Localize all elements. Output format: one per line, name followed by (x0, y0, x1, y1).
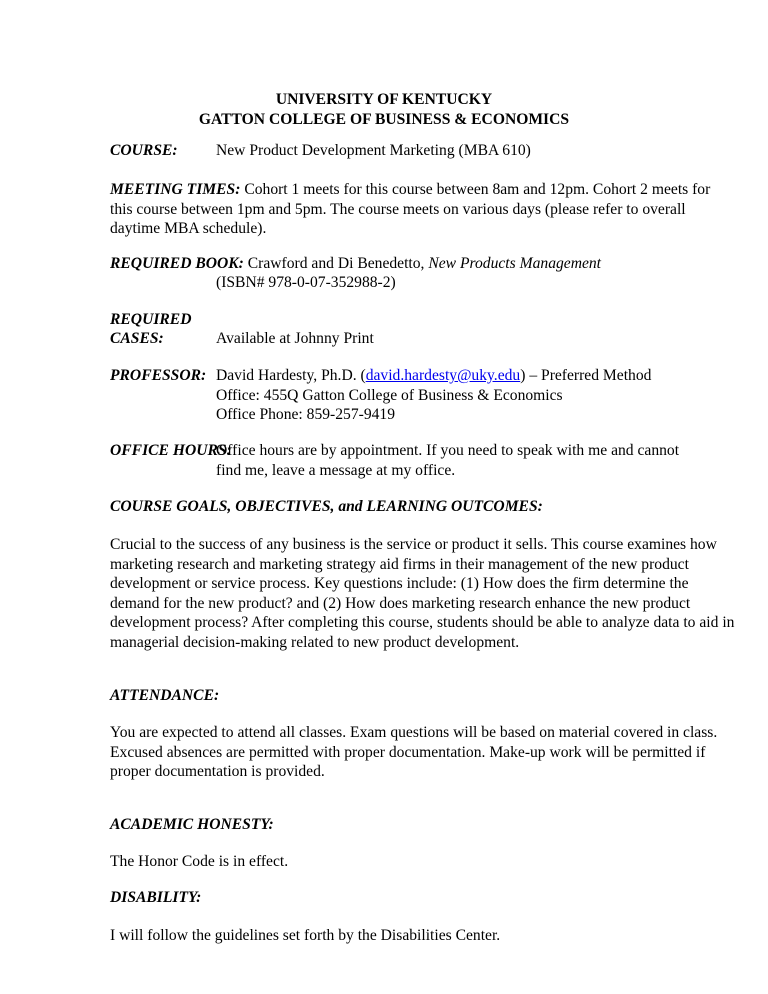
professor-phone: Office Phone: 859-257-9419 (216, 406, 396, 423)
meeting-times-text: Cohort 1 meets for this course between 8am and 12pm. Cohort 2 meets for (240, 181, 711, 198)
required-book-label: REQUIRED BOOK: (110, 255, 244, 272)
book-title: New Products Management (428, 255, 602, 272)
attendance-line: Excused absences are permitted with proper documentation. Make-up work will be permitted if (110, 743, 706, 761)
required-book-section (110, 254, 601, 274)
attendance-line: proper documentation is provided. (110, 763, 325, 780)
course-value: New Product Development Marketing (MBA 610) (216, 142, 531, 159)
goals-heading: COURSE GOALS, OBJECTIVES, and LEARNING OUTCOMES: (110, 498, 543, 515)
attendance-heading: ATTENDANCE: (110, 687, 220, 704)
academic-honesty-text: The Honor Code is in effect. (110, 853, 289, 870)
goals-line: marketing research and marketing strategy aid firms in their management of the new product (110, 555, 689, 573)
required-cases-label-2: CASES: (110, 330, 164, 347)
meeting-times-label: MEETING TIMES: (110, 181, 241, 198)
professor-email-link[interactable]: david.hardesty@uky.edu (365, 367, 521, 384)
attendance-paragraph (110, 723, 717, 782)
goals-line: managerial decision-making related to new product development. (110, 633, 520, 651)
professor-name: David Hardesty, Ph.D. ( (216, 367, 366, 384)
professor-label: PROFESSOR: (110, 367, 207, 384)
office-hours-line: find me, leave a message at my office. (216, 461, 456, 479)
academic-honesty-heading: ACADEMIC HONESTY: (110, 816, 274, 833)
course-label: COURSE: (110, 142, 178, 159)
professor-info (216, 366, 651, 425)
goals-line: demand for the new product? and (2) How does marketing research enhance the new product (110, 594, 691, 612)
goals-line: development process? After completing this course, students should be able to analyze data to aid in (110, 614, 735, 631)
office-hours-label: OFFICE HOURS: (110, 442, 232, 459)
disability-heading: DISABILITY: (110, 889, 202, 906)
book-isbn: (ISBN# 978-0-07-352988-2) (216, 274, 396, 291)
professor-office: Office: 455Q Gatton College of Business & Economics (216, 386, 563, 404)
office-hours-text (216, 441, 679, 480)
required-cases-value: Available at Johnny Print (216, 330, 374, 347)
university-title: UNIVERSITY OF KENTUCKY (275, 91, 493, 108)
goals-line: development or service process. Key questions include: (1) How does the firm determine the (110, 575, 689, 592)
book-authors: Crawford and Di Benedetto, (243, 255, 429, 272)
preferred-method: ) – Preferred Method (520, 367, 652, 384)
meeting-times-section (110, 180, 710, 239)
office-hours-line: Office hours are by appointment. If you need to speak with me and cannot (216, 442, 680, 459)
college-title: GATTON COLLEGE OF BUSINESS & ECONOMICS (198, 111, 570, 128)
goals-line: Crucial to the success of any business is the service or product it sells. This course examines how (110, 536, 717, 553)
disability-text: I will follow the guidelines set forth by the Disabilities Center. (110, 927, 501, 944)
required-cases-label: REQUIRED (110, 311, 192, 328)
goals-paragraph (110, 535, 734, 652)
attendance-line: You are expected to attend all classes. Exam questions will be based on material covered in class. (110, 724, 718, 741)
meeting-times-line: daytime MBA schedule). (110, 220, 267, 237)
meeting-times-line: this course between 1pm and 5pm. The course meets on various days (please refer to overall (110, 200, 686, 218)
